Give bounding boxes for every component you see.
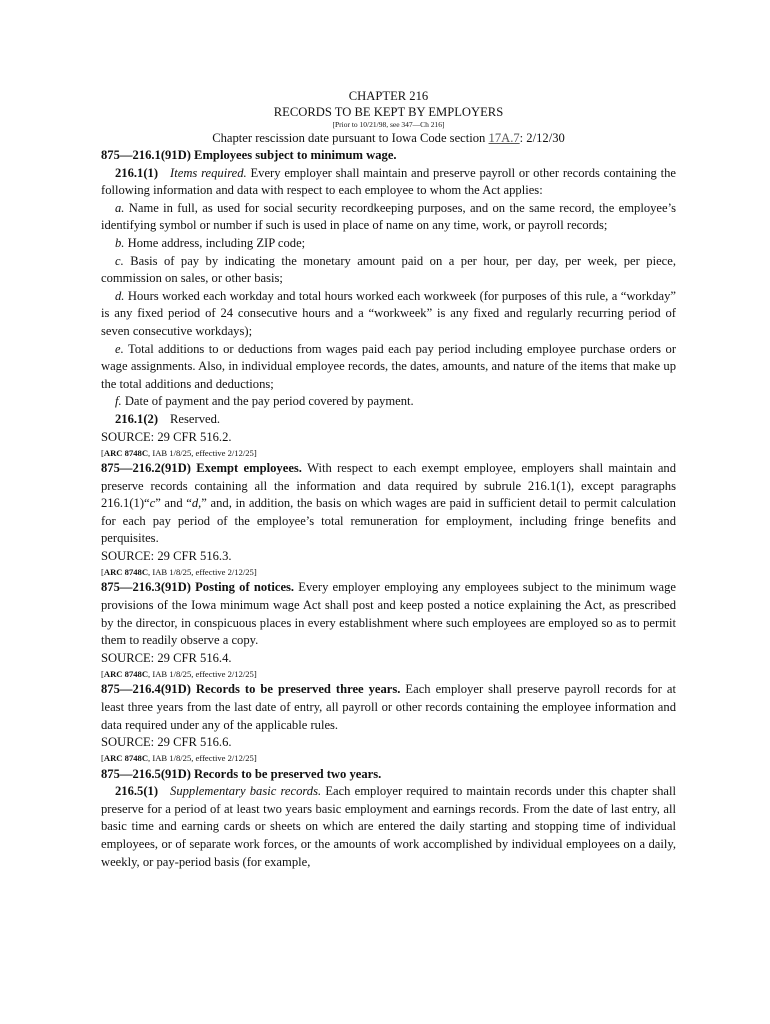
arc-link[interactable]: ARC 8748C (103, 668, 149, 679)
paragraph-b (101, 235, 676, 253)
paragraph-letter: b. (115, 235, 125, 250)
rule-text: Each employer shall preserve payroll records for at least three years from the last date of entry, all payroll or other records containing the employee information and data required under any of the applicable rules. (101, 682, 676, 732)
subrule-text: Reserved. (170, 411, 221, 426)
document-page (101, 88, 676, 871)
subrule-text: Every employer shall maintain and preserve payroll or other records containing the following information and data with respect to each employee to whom the Act applies: (101, 165, 676, 198)
prior-note: [Prior to 10/21/98, see 347—Ch 216] (332, 120, 445, 129)
rescission-line (101, 130, 676, 147)
rescission-text: Chapter rescission date pursuant to Iowa Code section (212, 131, 486, 145)
chapter-title: RECORDS TO BE KEPT BY EMPLOYERS (273, 105, 504, 119)
source-note: SOURCE: 29 CFR 516.4. (101, 650, 232, 665)
rule-text-italic: d, (191, 496, 202, 511)
rule-216-5-heading: 875—216.5(91D) Records to be preserved two years. (101, 766, 382, 781)
subrule-number: 216.1(2) (115, 411, 159, 426)
subrule-216-1-2 (101, 411, 676, 429)
subrule-title: Items required. (170, 165, 247, 180)
paragraph-letter: e. (115, 341, 124, 356)
arc-note: [ARC 8748C, IAB 1/8/25, effective 2/12/25] (101, 447, 257, 458)
rule-216-3 (101, 579, 676, 649)
arc-link[interactable]: ARC 8748C (103, 753, 149, 764)
paragraph-text: Date of payment and the pay period covered by payment. (124, 394, 414, 409)
subrule-text: Each employer required to maintain records under this chapter shall preserve for a period of at least two years basic employment and earnings records. From the date of last entry, all basic time and earning cards or sheets on which are entered the daily starting and stopping time of individual employees, or of separate work forces, or the amounts of work accomplished by individual employees on a daily, weekly, or pay-period basis (for example, (101, 784, 676, 869)
chapter-number: CHAPTER 216 (348, 89, 429, 103)
source-note: SOURCE: 29 CFR 516.6. (101, 735, 232, 750)
rule-text: ” and “ (155, 496, 192, 511)
subrule-title: Supplementary basic records. (170, 784, 322, 799)
paragraph-text: Name in full, as used for social security recordkeeping purposes, and on the same record, the employee’s identifying symbol or number if such is used in place of name on any time, work, or payroll records; (101, 200, 676, 233)
paragraph-f (101, 393, 676, 411)
paragraph-d (101, 288, 676, 341)
arc-note: [ARC 8748C, IAB 1/8/25, effective 2/12/25] (101, 753, 257, 764)
source-note: SOURCE: 29 CFR 516.2. (101, 429, 232, 444)
paragraph-c (101, 253, 676, 288)
arc-link[interactable]: ARC 8748C (103, 566, 149, 577)
paragraph-letter: c. (115, 253, 124, 268)
paragraph-text: Total additions to or deductions from wages paid each pay period including employee purchase orders or wage assignments. Also, in individual employee records, the dates, amounts, and nature of the items that make up the total additions and deductions; (101, 341, 677, 391)
rule-216-2-heading: 875—216.2(91D) Exempt employees. (101, 461, 302, 475)
paragraph-letter: d. (115, 288, 125, 303)
paragraph-text: Basis of pay by indicating the monetary amount paid on a per hour, per day, per week, per piece, commission on sales, or other basis; (101, 253, 676, 286)
paragraph-letter: f. (115, 394, 122, 409)
arc-link[interactable]: ARC 8748C (103, 447, 149, 458)
iowa-code-link[interactable]: 17A.7 (488, 131, 520, 145)
arc-text: , IAB 1/8/25, effective 2/12/25] (148, 447, 257, 458)
rescission-date: : 2/12/30 (519, 131, 565, 145)
arc-note: [ARC 8748C, IAB 1/8/25, effective 2/12/25] (101, 668, 257, 679)
rule-216-4-heading: 875—216.4(91D) Records to be preserved three years. (101, 682, 401, 697)
rule-text: Every employer employing any employees subject to the minimum wage provisions of the Iowa minimum wage Act shall post and keep posted a notice explaining the Act, as prescribed by the director, in conspicuous places in every establishment where such employees are employed so as to permit them to readily observe a copy. (101, 580, 676, 648)
source-note: SOURCE: 29 CFR 516.3. (101, 548, 232, 563)
paragraph-letter: a. (115, 200, 125, 215)
rule-216-3-heading: 875—216.3(91D) Posting of notices. (101, 580, 295, 595)
paragraph-e (101, 341, 676, 394)
rule-text: ” and, in addition, the basis on which wages are paid in sufficient detail to permit calculation for each pay period of the employee’s total remuneration for employment, including fringe benefits and perquisites. (101, 496, 676, 546)
paragraph-text: Home address, including ZIP code; (127, 235, 306, 250)
rule-216-4 (101, 681, 676, 734)
subrule-number: 216.5(1) (115, 784, 159, 799)
arc-text: , IAB 1/8/25, effective 2/12/25] (148, 668, 257, 679)
arc-note: [ARC 8748C, IAB 1/8/25, effective 2/12/25] (101, 566, 257, 577)
subrule-216-1-1 (101, 165, 676, 200)
subrule-216-5-1 (101, 783, 676, 871)
rule-216-2 (101, 460, 676, 548)
rule-text: With respect to each exempt employee, employers shall maintain and preserve records containing all the information and data required by subrule 216.1(1), except paragraphs 216.1(1)“ (101, 461, 677, 511)
rule-216-1-heading: 875—216.1(91D) Employees subject to minimum wage. (101, 148, 397, 162)
rule-text-italic: c (149, 496, 156, 511)
arc-text: , IAB 1/8/25, effective 2/12/25] (148, 566, 257, 577)
subrule-number: 216.1(1) (115, 165, 159, 180)
arc-text: , IAB 1/8/25, effective 2/12/25] (148, 753, 257, 764)
paragraph-text: Hours worked each workday and total hours worked each workweek (for purposes of this rule, a “workday” is any fixed period of 24 consecutive hours and a “workweek” is any fixed and regularly recurring period of seven consecutive workdays); (101, 288, 676, 338)
paragraph-a (101, 200, 676, 235)
